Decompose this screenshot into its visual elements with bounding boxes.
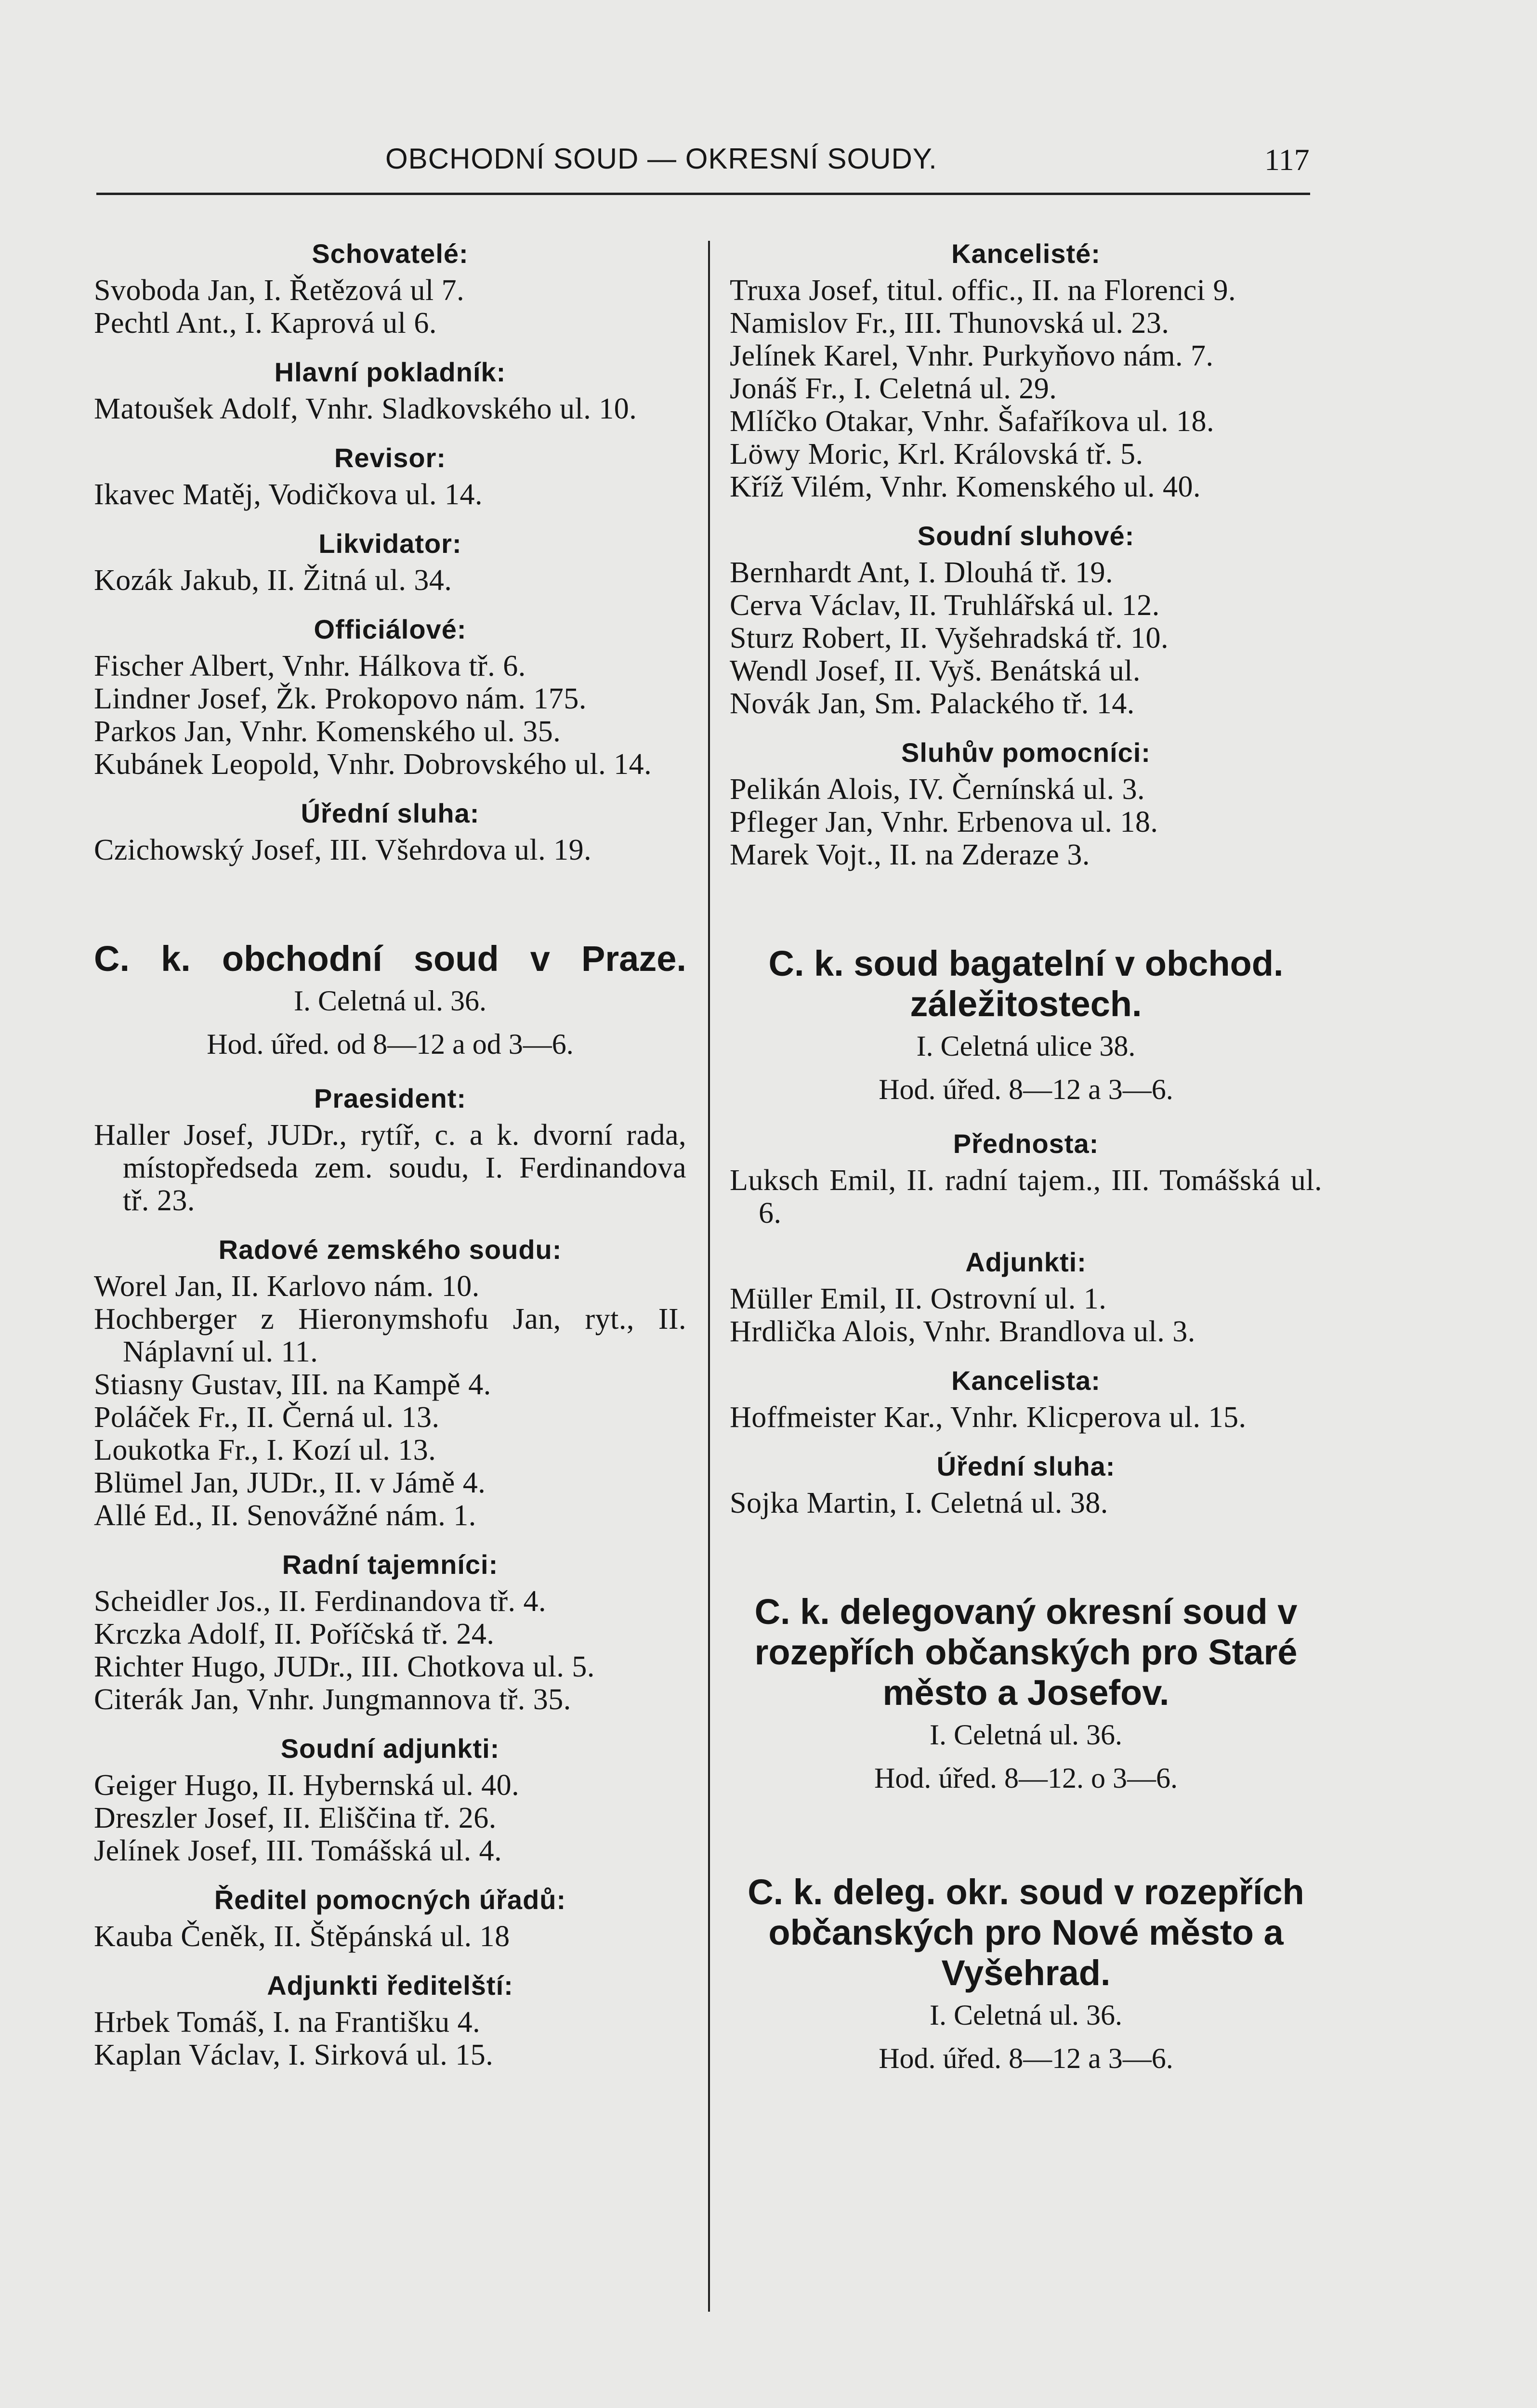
court-hours: Hod. úřed. 8—12 a 3—6. (879, 1073, 1173, 1105)
entry: Blümel Jan, JUDr., II. v Jámě 4. (94, 1466, 486, 1499)
entry: Hochberger z Hieronymshofu Jan, ryt., II. Náplavní ul. 11. (94, 1303, 686, 1368)
section (94, 1230, 686, 1532)
entry: Worel Jan, II. Karlovo nám. 10. (94, 1270, 480, 1303)
section-heading: Ředitel pomocných úřadů: (214, 1885, 566, 1915)
entry: Kozák Jakub, II. Žitná ul. 34. (94, 564, 452, 597)
section (94, 234, 686, 340)
court-title: C. k. obchodní soud v Praze. (94, 939, 686, 979)
entry: Sturz Robert, II. Vyšehradská tř. 10. (730, 622, 1169, 654)
section (94, 1078, 686, 1217)
court-hours: Hod. úřed. 8—12 a 3—6. (879, 2042, 1173, 2074)
entry: Truxa Josef, titul. offic., II. na Florenci 9. (730, 274, 1236, 307)
entry: Hrdlička Alois, Vnhr. Brandlova ul. 3. (730, 1315, 1195, 1348)
court-title: C. k. soud bagatelní v obchod. záležitostech. (768, 943, 1284, 1024)
section-heading: Revisor: (334, 443, 447, 473)
entry: Cerva Václav, II. Truhlářská ul. 12. (730, 589, 1160, 622)
section-heading: Radové zemského soudu: (218, 1234, 562, 1265)
header-rule (96, 193, 1310, 195)
entry: Marek Vojt., II. na Zderaze 3. (730, 838, 1090, 871)
section-heading: Praesident: (314, 1083, 466, 1113)
section (730, 1242, 1322, 1348)
entry: Sojka Martin, I. Celetná ul. 38. (730, 1487, 1108, 1519)
entry: Scheidler Jos., II. Ferdinandova tř. 4. (94, 1585, 546, 1618)
entry: Svoboda Jan, I. Řetězová ul 7. (94, 274, 465, 307)
section (730, 733, 1322, 871)
section-heading: Adjunkti ředitelští: (267, 1970, 513, 2001)
page-number: 117 (1264, 143, 1310, 177)
entry: Loukotka Fr., I. Kozí ul. 13. (94, 1434, 436, 1466)
entry: Citerák Jan, Vnhr. Jungmannova tř. 35. (94, 1683, 571, 1716)
entry: Namislov Fr., III. Thunovská ul. 23. (730, 307, 1169, 340)
section-heading: Soudní sluhové: (917, 521, 1135, 551)
entry: Bernhardt Ant, I. Dlouhá tř. 19. (730, 556, 1114, 589)
entry: Müller Emil, II. Ostrovní ul. 1. (730, 1283, 1107, 1315)
section (94, 523, 686, 597)
section (730, 1361, 1322, 1434)
section-heading: Přednosta: (953, 1128, 1099, 1159)
court-address: I. Celetná ul. 36. (930, 1719, 1122, 1751)
section-heading: Sluhův pomocníci: (901, 737, 1151, 768)
running-title: OBCHODNÍ SOUD — OKRESNÍ SOUDY. (385, 143, 937, 175)
section-heading: Soudní adjunkti: (280, 1733, 500, 1764)
entry: Poláček Fr., II. Černá ul. 13. (94, 1401, 440, 1434)
section (94, 1728, 686, 1867)
section-heading: Úřední sluha: (301, 798, 480, 828)
entry: Czichowský Josef, III. Všehrdova ul. 19. (94, 834, 592, 866)
entry: Stiasny Gustav, III. na Kampě 4. (94, 1368, 491, 1401)
entry: Novák Jan, Sm. Palackého tř. 14. (730, 687, 1135, 720)
section-heading: Adjunkti: (965, 1247, 1087, 1277)
right-column (730, 234, 1322, 2080)
section-heading: Officiálové: (314, 614, 467, 644)
court-hours: Hod. úřed. 8—12. o 3—6. (874, 1762, 1178, 1794)
entry: Hoffmeister Kar., Vnhr. Klicperova ul. 15. (730, 1401, 1247, 1434)
entry: Richter Hugo, JUDr., III. Chotkova ul. 5. (94, 1650, 595, 1683)
section (730, 516, 1322, 720)
court-hours: Hod. úřed. od 8—12 a od 3—6. (207, 1028, 574, 1060)
section (94, 1965, 686, 2071)
entry: Haller Josef, JUDr., rytíř, c. a k. dvorní rada, místopředseda zem. soudu, I. Ferdinandova tř. 23. (94, 1119, 686, 1217)
entry: Kauba Čeněk, II. Štěpánská ul. 18 (94, 1920, 510, 1953)
entry: Lindner Josef, Žk. Prokopovo nám. 175. (94, 682, 587, 715)
entry: Pechtl Ant., I. Kaprová ul 6. (94, 307, 437, 340)
section-heading: Kancelisté: (951, 238, 1101, 269)
section-heading: Úřední sluha: (936, 1451, 1116, 1481)
court-title: C. k. delegovaný okresní soud v rozepřích občanských pro Staré město a Josefov. (754, 1592, 1298, 1713)
entry: Matoušek Adolf, Vnhr. Sladkovského ul. 10. (94, 393, 637, 425)
entry: Allé Ed., II. Senovážné nám. 1. (94, 1499, 476, 1532)
running-head (0, 142, 1537, 181)
entry: Ikavec Matěj, Vodičkova ul. 14. (94, 478, 483, 511)
section-heading: Hlavní pokladník: (274, 357, 506, 387)
entry: Jelínek Josef, III. Tomášská ul. 4. (94, 1834, 502, 1867)
entry: Wendl Josef, II. Vyš. Benátská ul. (730, 654, 1141, 687)
section-heading: Schovatelé: (312, 238, 469, 269)
entry: Kubánek Leopold, Vnhr. Dobrovského ul. 14. (94, 748, 652, 781)
entry: Hrbek Tomáš, I. na Františku 4. (94, 2006, 481, 2039)
court-address: I. Celetná ulice 38. (916, 1030, 1136, 1062)
entry: Pfleger Jan, Vnhr. Erbenova ul. 18. (730, 806, 1158, 838)
entry: Löwy Moric, Krl. Královská tř. 5. (730, 438, 1143, 471)
entry: Jelínek Karel, Vnhr. Purkyňovo nám. 7. (730, 340, 1214, 372)
section (94, 609, 686, 781)
section-heading: Likvidator: (318, 528, 462, 559)
entry: Krczka Adolf, II. Poříčská tř. 24. (94, 1618, 495, 1650)
entry: Fischer Albert, Vnhr. Hálkova tř. 6. (94, 650, 526, 682)
entry: Kříž Vilém, Vnhr. Komenského ul. 40. (730, 471, 1201, 503)
section (730, 1446, 1322, 1519)
entry: Mlíčko Otakar, Vnhr. Šafaříkova ul. 18. (730, 405, 1214, 438)
column-rule (708, 241, 710, 2312)
section (94, 352, 686, 425)
entry: Jonáš Fr., I. Celetná ul. 29. (730, 372, 1057, 405)
court-address: I. Celetná ul. 36. (930, 1999, 1122, 2031)
entry: Dreszler Josef, II. Eliščina tř. 26. (94, 1802, 497, 1834)
section (94, 793, 686, 866)
entry: Pelikán Alois, IV. Černínská ul. 3. (730, 773, 1145, 806)
entry: Luksch Emil, II. radní tajem., III. Tomášská ul. 6. (730, 1164, 1322, 1230)
section-heading: Kancelista: (951, 1365, 1101, 1396)
section-heading: Radní tajemníci: (282, 1549, 499, 1580)
entry: Geiger Hugo, II. Hybernská ul. 40. (94, 1769, 520, 1802)
section (94, 1544, 686, 1716)
section (730, 234, 1322, 503)
entry: Kaplan Václav, I. Sirková ul. 15. (94, 2039, 494, 2071)
section (730, 1124, 1322, 1230)
section (94, 438, 686, 511)
left-column (94, 234, 686, 2071)
section (94, 1880, 686, 1953)
entry: Parkos Jan, Vnhr. Komenského ul. 35. (94, 715, 561, 748)
court-title: C. k. deleg. okr. soud v rozepřích občanských pro Nové město a Vyšehrad. (748, 1872, 1304, 1993)
court-address: I. Celetná ul. 36. (294, 985, 486, 1017)
